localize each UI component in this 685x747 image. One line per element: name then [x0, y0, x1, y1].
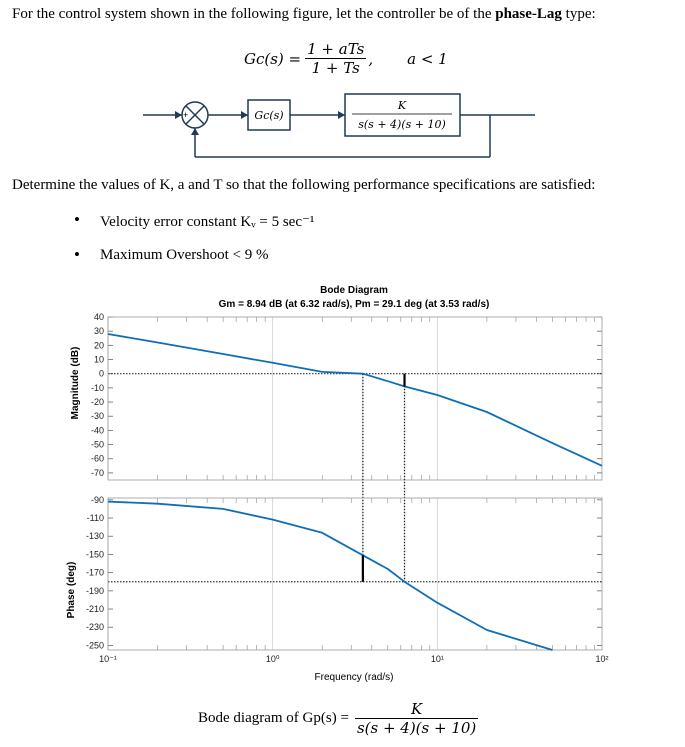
- magnitude-curve: [108, 334, 602, 466]
- magnitude-ytick-label: -30: [90, 411, 104, 422]
- magnitude-ytick-label: -50: [90, 439, 104, 450]
- arrow-icon: [175, 111, 182, 119]
- phase-ytick-label: -230: [85, 622, 104, 633]
- controller-equation: [244, 40, 448, 77]
- bode-caption: [198, 700, 478, 737]
- phase-plot: [86, 495, 602, 651]
- intro-text-post: type:: [561, 6, 596, 22]
- magnitude-ytick-label: -70: [90, 467, 104, 478]
- frequency-axis-label: Frequency (rad/s): [314, 672, 394, 683]
- magnitude-ytick-label: 0: [98, 368, 104, 379]
- controller-eq-denominator: 1 + Ts: [311, 59, 360, 77]
- controller-eq-numerator: 1 + aTs: [307, 40, 365, 58]
- caption-denominator: s(s + 4)(s + 10): [356, 719, 477, 737]
- frequency-tick-label: 10²: [595, 654, 609, 664]
- frequency-tick-label: 10⁰: [265, 654, 280, 664]
- plant-numerator: K: [397, 99, 407, 112]
- plant-denominator: s(s + 4)(s + 10): [358, 118, 446, 131]
- arrow-icon: [241, 111, 248, 119]
- phase-frame: [108, 498, 602, 650]
- bode-chart: [0, 280, 685, 690]
- phase-ytick-label: -90: [90, 494, 104, 505]
- arrow-icon: [191, 128, 199, 135]
- frequency-tick-label: 10⁻¹: [99, 654, 117, 664]
- magnitude-ytick-label: 40: [93, 312, 104, 322]
- magnitude-ytick-label: -60: [90, 453, 104, 464]
- arrow-icon: [338, 111, 345, 119]
- controller-eq-condition: a < 1: [407, 49, 448, 68]
- spec-velocity-error: • Velocity error constant Kᵥ = 5 sec⁻¹: [100, 212, 314, 231]
- spec-overshoot: • Maximum Overshoot < 9 %: [100, 247, 268, 264]
- chart-title: Bode Diagram: [320, 285, 388, 296]
- chart-subtitle: Gm = 8.94 dB (at 6.32 rad/s), Pm = 29.1 deg (at 3.53 rad/s): [218, 299, 490, 310]
- sum-sign: +: [183, 110, 189, 120]
- magnitude-ytick-label: -20: [90, 397, 104, 408]
- caption-numerator: K: [355, 700, 478, 719]
- magnitude-ytick-label: -10: [90, 382, 104, 393]
- caption-fraction: [355, 700, 478, 737]
- frequency-ticks: [99, 654, 608, 664]
- caption-text: Bode diagram of Gp(s) =: [198, 710, 349, 726]
- intro-bold-term: phase-Lag: [495, 6, 562, 22]
- magnitude-frame: [108, 317, 602, 480]
- phase-ytick-label: -130: [85, 531, 104, 542]
- controller-eq-comma: ,: [368, 49, 374, 68]
- controller-eq-fraction: [305, 40, 366, 77]
- instruction-text: Determine the values of K, a and T so that the following performance specifications are satisfied:: [12, 177, 596, 193]
- magnitude-plot: [91, 312, 602, 582]
- intro-text-pre: For the control system shown in the following figure, let the controller be of the: [12, 6, 496, 22]
- phase-curve: [108, 502, 552, 650]
- magnitude-ytick-label: 10: [93, 354, 104, 365]
- phase-ytick-label: -170: [85, 567, 104, 578]
- phase-ytick-label: -250: [85, 640, 104, 651]
- phase-axis-label: Phase (deg): [66, 561, 77, 619]
- frequency-tick-label: 10¹: [430, 654, 444, 664]
- controller-block-label: Gc(s): [254, 109, 284, 122]
- phase-ytick-label: -190: [85, 585, 104, 596]
- intro-text: [12, 6, 596, 23]
- block-diagram: [0, 80, 685, 170]
- controller-eq-lhs: Gc(s) =: [244, 49, 302, 68]
- phase-ytick-label: -110: [86, 513, 104, 524]
- magnitude-axis-label: Magnitude (dB): [70, 346, 81, 420]
- magnitude-ytick-label: 20: [93, 340, 104, 351]
- magnitude-ytick-label: 30: [93, 326, 104, 337]
- magnitude-ytick-label: -40: [90, 425, 104, 436]
- phase-ytick-label: -210: [85, 604, 104, 615]
- phase-ytick-label: -150: [85, 549, 104, 560]
